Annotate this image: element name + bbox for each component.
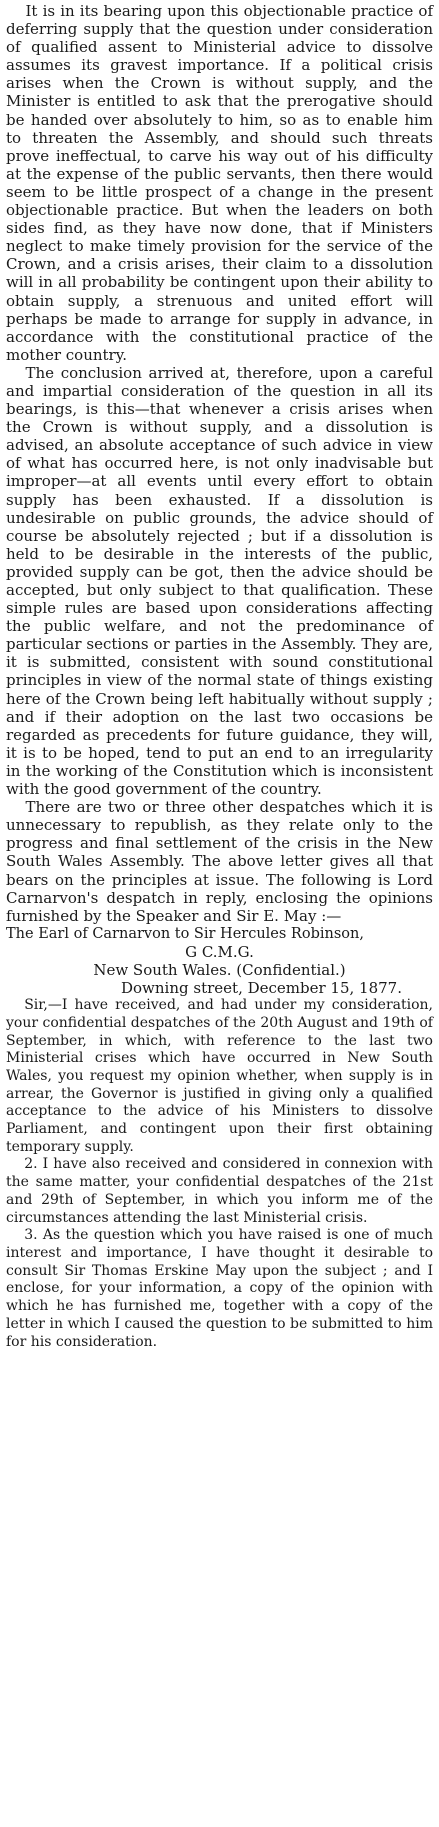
- despatch-dateline: Downing street, December 15, 1877.: [121, 979, 402, 998]
- paragraph-conclusion: The conclusion arrived at, therefore, upon a careful and impartial consideration of the question in all its bearings, is this—that whenever a crisis arises when the Crown is without supply, and a dissolution is advised, an absolute acceptance of such advice in view of what has occurred here, is not only inadvisable but improper—at all events until every effort to obtain supply has been exhausted. If a dissolution is undesirable on public grounds, the advice should of course be absolutely rejected ; but if a dissolution is held to be desirable in the interests of the public, provided supply can be got, then the advice should be accepted, but only subject to that qualification. These simple rules are based upon considerations affecting the public welfare, and not the predominance of particular sections or parties in the Assembly. They are, it is submitted, consistent with sound constitutional principles in view of the normal state of things existing here of the Crown being left habitually without supply ; and if their adoption on the last two occasions be regarded as precedents for future guidance, they will, it is to be hoped, tend to put an end to an irregularity in the working of the Constitution which is inconsistent with the good government of the country.: [6, 363, 433, 799]
- despatch-title: The Earl of Carnarvon to Sir Hercules Robinson,: [6, 925, 364, 942]
- despatch-heading: [6, 925, 433, 997]
- letter-paragraph-3: 3. As the question which you have raised is one of much interest and importance, I have thought it desirable to consult Sir Thomas Erskine May upon the subject ; and I enclose, for your information, a copy of the opinion with which he has furnished me, together with a copy of the letter in which I caused the question to be submitted to him for his consideration.: [6, 1227, 433, 1350]
- despatch-honours: G C.M.G.: [185, 942, 254, 961]
- despatch-destination: New South Wales. (Confidential.): [93, 960, 346, 979]
- letter-paragraph-2: 2. I have also received and considered in connexion with the same matter, your confidential despatches of the 21st and 29th of September, in which you inform me of the circumstances attending the last Ministerial crisis.: [6, 1156, 433, 1226]
- paragraph-other-despatches: There are two or three other despatches which it is unnecessary to republish, as they relate only to the progress and final settlement of the crisis in the New South Wales Assembly. The above letter gives all that bears on the principles at issue. The following is Lord Carnarvon's despatch in reply, enclosing the opinions furnished by the Speaker and Sir E. May :—: [6, 798, 433, 925]
- letter-paragraph-1: Sir,—I have received, and had under my consideration, your confidential despatches of the 20th August and 19th of September, in which, with reference to the last two Ministerial crises which have occurred in New South Wales, you request my opinion whether, when supply is in arrear, the Governor is justified in giving only a qualified acceptance to the advice of his Ministers to dissolve Parliament, and contingent upon their first obtaining temporary supply.: [6, 997, 433, 1155]
- paragraph-supply-practice: It is in its bearing upon this objectionable practice of deferring supply that the question under consideration of qualified assent to Ministerial advice to dissolve assumes its gravest importance. If a political crisis arises when the Crown is without supply, and the Minister is entitled to ask that the prerogative should be handed over absolutely to him, so as to enable him to threaten the Assembly, and should such threats prove ineffectual, to carve his way out of his difficulty at the expense of the public servants, then there would seem to be little prospect of a change in the present objectionable practice. But when the leaders on both sides find, as they have now done, that if Ministers neglect to make timely provision for the service of the Crown, and a crisis arises, their claim to a dissolution will in all probability be contingent upon their ability to obtain supply, a strenuous and united effort will perhaps be made to arrange for supply in advance, in accordance with the constitutional practice of the mother country.: [6, 2, 433, 364]
